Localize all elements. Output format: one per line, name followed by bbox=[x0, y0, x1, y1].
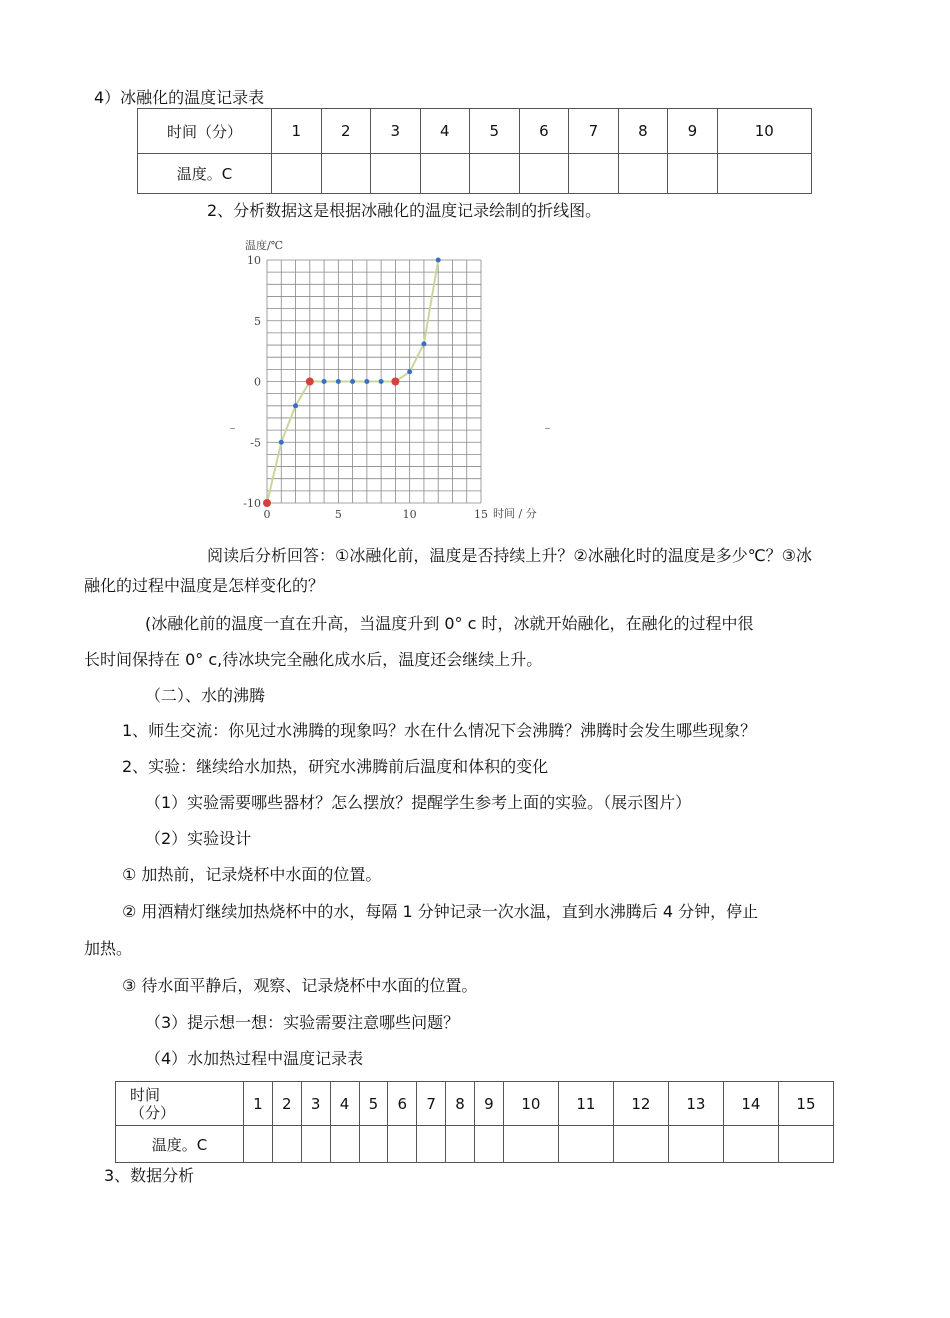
water-table-time-cell: 15 bbox=[778, 1082, 833, 1126]
y-axis-label: 温度/℃ bbox=[245, 239, 284, 252]
water-table-time-header-line2: （分） bbox=[130, 1103, 176, 1122]
ice-table-time-cell: 8 bbox=[618, 109, 668, 154]
highlighted-point bbox=[306, 378, 314, 386]
section2-step3: ③ 待水面平静后，观察、记录烧杯中水面的位置。 bbox=[122, 976, 478, 995]
water-table-time-cell: 10 bbox=[503, 1082, 558, 1126]
water-table-time-cell: 1 bbox=[244, 1082, 273, 1126]
section2-sub3: （3）提示想一想：实验需要注意哪些问题？ bbox=[145, 1013, 460, 1032]
water-table-temp-cell[interactable] bbox=[613, 1126, 668, 1163]
y-tick-label: 10 bbox=[247, 254, 261, 267]
section2-step2-line2: 加热。 bbox=[84, 939, 133, 958]
water-table-temp-cell[interactable] bbox=[446, 1126, 475, 1163]
ice-table-temp-cell[interactable] bbox=[371, 154, 421, 194]
ice-table-temp-row bbox=[138, 154, 812, 194]
ice-table-temp-cell[interactable] bbox=[618, 154, 668, 194]
water-table-temp-cell[interactable] bbox=[558, 1126, 613, 1163]
water-table-time-cell: 13 bbox=[668, 1082, 723, 1126]
ice-table-time-row bbox=[138, 109, 812, 154]
stray-mark bbox=[545, 428, 550, 429]
ice-table-time-cell: 1 bbox=[272, 109, 322, 154]
water-table-temp-cell[interactable] bbox=[778, 1126, 833, 1163]
data-point bbox=[336, 379, 341, 384]
x-tick-label: 5 bbox=[334, 508, 342, 521]
water-temperature-table bbox=[115, 1081, 834, 1163]
ice-table-time-cell: 2 bbox=[321, 109, 371, 154]
ice-table-time-cell: 7 bbox=[569, 109, 619, 154]
water-table-temp-cell[interactable] bbox=[301, 1126, 330, 1163]
water-table-time-cell: 7 bbox=[417, 1082, 446, 1126]
water-table-temp-cell[interactable] bbox=[723, 1126, 778, 1163]
ice-table-time-header: 时间（分） bbox=[138, 109, 272, 154]
data-point bbox=[379, 379, 384, 384]
data-point bbox=[350, 379, 355, 384]
water-table-temp-cell[interactable] bbox=[244, 1126, 273, 1163]
ice-table-time-cell: 10 bbox=[717, 109, 811, 154]
water-table-temp-header: 温度。C bbox=[116, 1126, 244, 1163]
y-tick-label: -5 bbox=[250, 436, 261, 450]
x-tick-label: 0 bbox=[263, 508, 271, 521]
water-table-time-cell: 4 bbox=[330, 1082, 359, 1126]
water-table-time-cell: 6 bbox=[388, 1082, 417, 1126]
x-tick-label: 10 bbox=[402, 508, 417, 521]
ice-table-temp-cell[interactable] bbox=[470, 154, 520, 194]
ice-table-temp-cell[interactable] bbox=[519, 154, 569, 194]
water-table-time-cell: 3 bbox=[301, 1082, 330, 1126]
ice-table-time-cell: 4 bbox=[420, 109, 470, 154]
x-tick-label: 15 bbox=[474, 508, 488, 521]
questions-line-2: 融化的过程中温度是怎样变化的？ bbox=[84, 576, 325, 595]
answer-line-1: (冰融化前的温度一直在升高，当温度升到 0° c 时，冰就开始融化，在融化的过程中很 bbox=[145, 614, 754, 633]
water-table-time-cell: 9 bbox=[475, 1082, 504, 1126]
answer-line-2: 长时间保持在 0° c,待冰块完全融化成水后，温度还会继续上升。 bbox=[84, 650, 543, 669]
water-table-temp-cell[interactable] bbox=[503, 1126, 558, 1163]
water-table-temp-cell[interactable] bbox=[388, 1126, 417, 1163]
ice-table-temp-cell[interactable] bbox=[717, 154, 811, 194]
section2-item1: 1、师生交流：你见过水沸腾的现象吗？水在什么情况下会沸腾？沸腾时会发生哪些现象？ bbox=[122, 721, 757, 740]
water-table-temp-cell[interactable] bbox=[359, 1126, 388, 1163]
highlighted-point bbox=[263, 499, 271, 507]
water-table-time-cell: 14 bbox=[723, 1082, 778, 1126]
water-table-temp-row bbox=[116, 1126, 834, 1163]
analysis-intro: 2、分析数据这是根据冰融化的温度记录绘制的折线图。 bbox=[207, 201, 602, 220]
water-table-temp-cell[interactable] bbox=[272, 1126, 301, 1163]
highlighted-point bbox=[391, 378, 399, 386]
data-point bbox=[322, 379, 327, 384]
water-table-time-cell: 8 bbox=[446, 1082, 475, 1126]
data-point bbox=[436, 258, 441, 263]
ice-table-temp-cell[interactable] bbox=[668, 154, 718, 194]
data-point bbox=[279, 440, 284, 445]
y-tick-label: 5 bbox=[254, 314, 261, 328]
data-point bbox=[364, 379, 369, 384]
y-tick-label: 0 bbox=[254, 375, 261, 389]
ice-table-temp-header: 温度。C bbox=[138, 154, 272, 194]
water-table-time-row bbox=[116, 1082, 834, 1126]
ice-table-temp-cell[interactable] bbox=[272, 154, 322, 194]
water-table-time-cell: 11 bbox=[558, 1082, 613, 1126]
water-table-temp-cell[interactable] bbox=[417, 1126, 446, 1163]
section2-step1: ① 加热前，记录烧杯中水面的位置。 bbox=[122, 865, 382, 884]
ice-table-title: 4）冰融化的温度记录表 bbox=[94, 88, 265, 107]
y-tick-label: -10 bbox=[243, 497, 261, 510]
x-axis-label: 时间 / 分 bbox=[493, 507, 537, 520]
section2-item2: 2、实验：继续给水加热，研究水沸腾前后温度和体积的变化 bbox=[122, 757, 549, 776]
ice-melting-line-chart bbox=[225, 235, 585, 525]
ice-table-time-cell: 6 bbox=[519, 109, 569, 154]
water-table-time-header bbox=[116, 1082, 244, 1126]
section2-sub2: （2）实验设计 bbox=[145, 829, 252, 848]
ice-table-temp-cell[interactable] bbox=[569, 154, 619, 194]
water-table-time-cell: 12 bbox=[613, 1082, 668, 1126]
ice-table-temp-cell[interactable] bbox=[321, 154, 371, 194]
ice-table-time-cell: 3 bbox=[371, 109, 421, 154]
ice-table-time-cell: 9 bbox=[668, 109, 718, 154]
data-point bbox=[407, 369, 412, 374]
water-table-time-cell: 2 bbox=[272, 1082, 301, 1126]
data-point bbox=[421, 341, 426, 346]
water-table-time-cell: 5 bbox=[359, 1082, 388, 1126]
section2-sub1: （1）实验需要哪些器材？怎么摆放？提醒学生参考上面的实验。（展示图片） bbox=[145, 793, 692, 812]
section2-item3: 3、数据分析 bbox=[104, 1166, 195, 1185]
ice-table-time-cell: 5 bbox=[470, 109, 520, 154]
section2-heading: （二）、水的沸腾 bbox=[145, 686, 266, 705]
water-table-time-header-line1: 时间 bbox=[130, 1085, 161, 1104]
stray-mark bbox=[230, 428, 235, 429]
water-table-temp-cell[interactable] bbox=[668, 1126, 723, 1163]
data-point bbox=[293, 403, 298, 408]
questions-line-1: 阅读后分析回答：①冰融化前，温度是否持续上升？②冰融化时的温度是多少℃？③冰 bbox=[207, 546, 813, 565]
section2-sub4: （4）水加热过程中温度记录表 bbox=[145, 1049, 364, 1068]
water-table-temp-cell[interactable] bbox=[475, 1126, 504, 1163]
water-table-temp-cell[interactable] bbox=[330, 1126, 359, 1163]
ice-temperature-table bbox=[137, 108, 812, 194]
ice-table-temp-cell[interactable] bbox=[420, 154, 470, 194]
section2-step2-line1: ② 用酒精灯继续加热烧杯中的水，每隔 1 分钟记录一次水温，直到水沸腾后 4 分钟，停止 bbox=[122, 902, 759, 921]
